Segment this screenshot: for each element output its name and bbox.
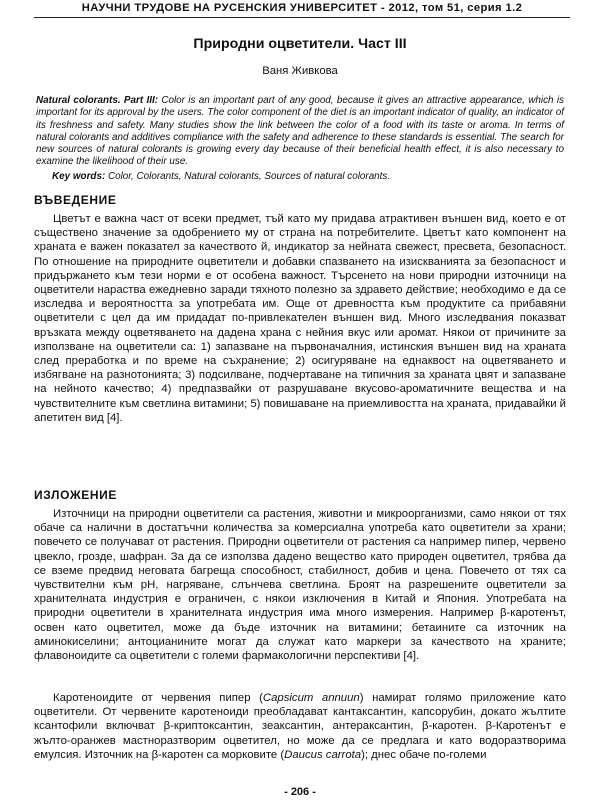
paragraph-2-text-before: Каротеноидите от червения пипер ( <box>53 692 263 704</box>
section-heading-body: ИЗЛОЖЕНИЕ <box>34 488 117 502</box>
abstract-lead: Natural colorants. Part III: <box>36 95 158 106</box>
author-name: Ваня Живкова <box>262 65 338 77</box>
page-number: - 206 - <box>284 786 316 798</box>
section-heading-introduction: ВЪВЕДЕНИЕ <box>34 193 117 207</box>
introduction-paragraph: Цветът е важна част от всеки предмет, тъй като му придава атрактивен външен вид, което е от съществено значение за одобрението му от страна на потребителите. Цветът като компонент на храната е важен показател за качеството й, индикатор за нейната свежест, пресвета, безопасност. По отношение на природните оцветители и добавки спазването на изискванията за безопасност и придържането към тези норми е от особена важност. Търсенето на нови природни източници на оцветители нараства ежедневно заради тяхното полезно за здравето действие; необходимо е да се изследва и вероятността за употребата им. Още от древността към продуктите са прибавяни оцветители с цел да им придадат по-привлекателен външен вид. Много изследвания показват връзката между оцветяването на дадена храна с нейния вкус или аромат. Някои от причините за използване на оцветители са: 1) запазване на първоначалния, истинския външен вид на храната след преработка и по време на съхранение; 2) осигуряване на еднаквост на оцветяването и избягване на разнотонията; 3) подсилване, подчертаване на типичния за храната цвят и запазване на нейното качество; 4) предпазвайки от разрушаване вкусово-ароматичните вещества и на чувствителните към светлина витамини; 5) повишаване на приемливостта на храната, придавайки й апетитен вид [4]. <box>34 213 567 424</box>
keywords-lead: Key words: <box>52 171 106 182</box>
body-paragraph-2 <box>34 691 566 762</box>
paragraph-2-text-middle: ) намират голямо приложение като оцветители. От червените каротеноиди преобладават кантаксантин, капсорубин, докато жълтите ксантофили включват β-криптоксантин, зеаксантин, антераксантин, β-каротен. β-Каротенът е жълто-оранжев мастноразтворим оцветител, но може да се предлага и като водоразтворима емулсия. Източник на β-каротен са морковите ( <box>34 692 566 761</box>
abstract-text: Color is an important part of any good, because it gives an attractive appearance, which is important for its approval by the users. The color component of the diet is an important indicator of quality, an indicator of its freshness and safety. Many studies show the link between the color of a food with its taste or aroma. In terms of natural colorants and additives compliance with the safety and adherence to these standards is essential. The search for new sources of natural colorants is growing every day because of their beneficial health effect, it is also necessary to examine the likelihood of their use. <box>36 95 564 168</box>
body-paragraph-1: Източници на природни оцветители са растения, животни и микроорганизми, само някои от тях обаче са налични в достатъчни количества за комерсиална употреба като оцветители за храни; повечето се получават от растения. Природни оцветители от растения са например пипер, червено цвекло, грозде, шафран. За да се използва дадено вещество като природен оцветител, трябва да се вземе предвид неговата багреща способност, стабилност, добив и цена. Повечето от тях са чувствителни към pH, нагряване, слънчева светлина. Броят на разрешените оцветители за хранителната индустрия е ограничен, с някои изключения в Китай и Япония. Употребата на природни оцветители в хранителната индустрия има много измерения. Например β-каротенът, освен като оцветител, може да бъде източник на витамини; бетаините са източник на аминокиселини; антоцианините могат да служат като маркери за качеството на храните; флавоноидите са оцветители с големи фармакологични перспективи [4]. <box>34 508 566 663</box>
species-name-capsicum: Capsicum annuun <box>262 692 360 704</box>
paper-title: Природни оцветители. Част III <box>193 36 407 52</box>
paragraph-2-text-after: ); днес обаче по-големи <box>361 748 487 761</box>
running-header: НАУЧНИ ТРУДОВЕ НА РУСЕНСКИЯ УНИВЕРСИТЕТ - 2012, том 51, серия 1.2 <box>34 2 570 18</box>
keywords-text: Color, Colorants, Natural colorants, Sources of natural colorants. <box>105 171 391 182</box>
species-name-daucus: Daucus carrota <box>284 748 362 761</box>
abstract <box>36 95 564 169</box>
keywords <box>52 171 564 183</box>
